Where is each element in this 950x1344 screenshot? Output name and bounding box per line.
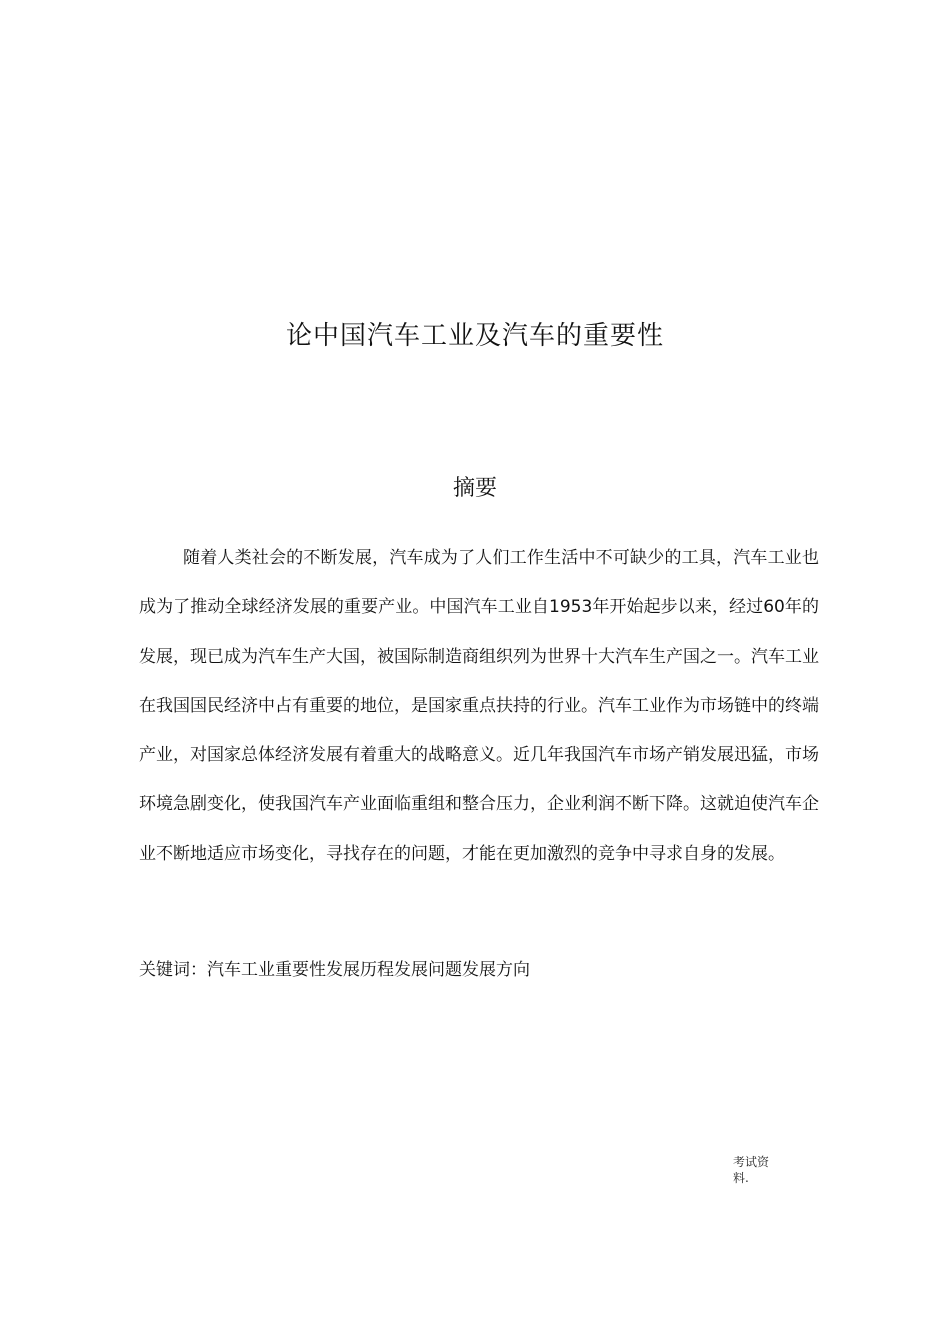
keywords-line: 关键词：汽车工业重要性发展历程发展问题发展方向 [139, 960, 530, 980]
abstract-paragraph: 随着人类社会的不断发展，汽车成为了人们工作生活中不可缺少的工具，汽车工业也成为了推动全球经济发展的重要产业。中国汽车工业自1953年开始起步以来，经过60年的发展，现已成为汽车生产大国，被国际制造商组织列为世界十大汽车生产国之一。汽车工业在我国国民经济中占有重要的地位，是国家重点扶持的行业。汽车工业作为市场链中的终端产业，对国家总体经济发展有着重大的战略意义。近几年我国汽车市场产销发展迅猛，市场环境急剧变化，使我国汽车产业面临重组和整合压力，企业利润不断下降。这就迫使汽车企业不断地适应市场变化，寻找存在的问题，才能在更加激烈的竞争中寻求自身的发展。 [139, 548, 819, 864]
footer-note: 考试资料. [733, 1155, 770, 1185]
abstract-heading: 摘要 [452, 476, 497, 501]
document-title: 论中国汽车工业及汽车的重要性 [285, 321, 664, 351]
